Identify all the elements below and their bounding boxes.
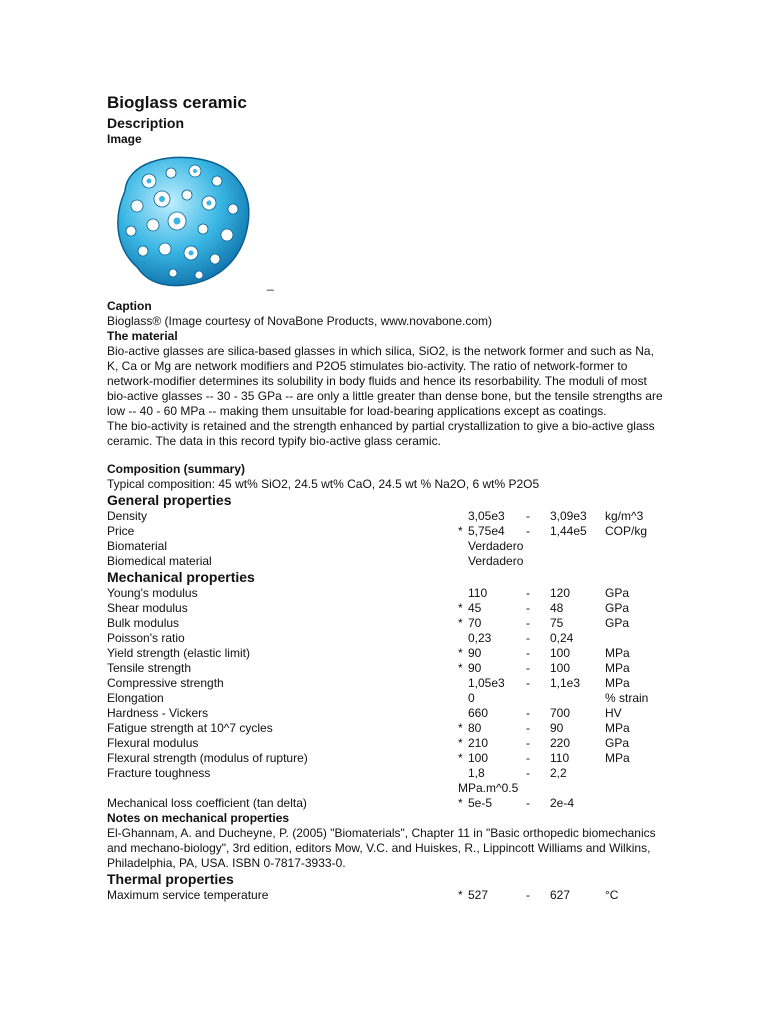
property-low: 527	[468, 888, 489, 902]
material-text-2: The bio-activity is retained and the strength enhanced by partial crystallization to give a bio-active glass ceramic. The data in this record typify bio-active glass ceramic.	[107, 419, 655, 448]
range-dash: -	[526, 616, 530, 630]
estimate-marker: *	[458, 524, 463, 538]
property-row	[107, 539, 667, 554]
property-row	[107, 796, 667, 811]
range-dash: -	[526, 601, 530, 615]
property-name: Price	[107, 524, 135, 538]
property-low: 80	[468, 721, 482, 735]
property-low: 45	[468, 601, 482, 615]
range-dash: -	[526, 706, 530, 720]
range-dash: -	[526, 736, 530, 750]
property-name: Tensile strength	[107, 661, 192, 675]
material-heading: The material	[107, 329, 178, 343]
property-low: 0,23	[468, 631, 492, 645]
property-low: 0	[468, 691, 475, 705]
caption-heading: Caption	[107, 299, 152, 313]
estimate-marker: *	[458, 646, 463, 660]
property-low: 5e-5	[468, 796, 493, 810]
property-high: 90	[550, 721, 564, 735]
property-low: 3,05e3	[468, 509, 505, 523]
range-dash: -	[526, 888, 530, 902]
estimate-marker: *	[458, 888, 463, 902]
description-heading: Description	[107, 115, 185, 131]
property-low: 660	[468, 706, 489, 720]
composition-text: Typical composition: 45 wt% SiO2, 24.5 wt% CaO, 24.5 wt % Na2O, 6 wt% P2O5	[107, 477, 540, 491]
property-unit: GPa	[605, 601, 630, 615]
property-name: Poisson's ratio	[107, 631, 185, 645]
document-page	[107, 92, 667, 903]
property-name: Bulk modulus	[107, 616, 180, 630]
property-unit: MPa	[605, 751, 630, 765]
property-unit: GPa	[605, 736, 630, 750]
property-unit: kg/m^3	[605, 509, 644, 523]
image-label: Image	[107, 132, 142, 146]
property-name: Yield strength (elastic limit)	[107, 646, 250, 660]
property-row	[107, 601, 667, 616]
thermal-properties-table	[107, 888, 667, 903]
property-high: 1,44e5	[550, 524, 587, 538]
mechanical-properties-table	[107, 586, 667, 781]
bioglass-image-graphic	[107, 151, 257, 291]
range-dash: -	[526, 631, 530, 645]
property-row	[107, 616, 667, 631]
property-row	[107, 706, 667, 721]
range-dash: -	[526, 646, 530, 660]
range-dash: -	[526, 509, 530, 523]
property-row	[107, 509, 667, 524]
property-high: 75	[550, 616, 564, 630]
property-row	[107, 524, 667, 539]
property-unit: COP/kg	[605, 524, 648, 538]
caption-text: Bioglass® (Image courtesy of NovaBone Products, www.novabone.com)	[107, 314, 493, 328]
property-high: 2,2	[550, 766, 567, 780]
property-unit: % strain	[605, 691, 649, 705]
property-low: 5,75e4	[468, 524, 505, 538]
property-unit: MPa	[605, 721, 630, 735]
property-row	[107, 631, 667, 646]
range-dash: -	[526, 676, 530, 690]
property-high: 48	[550, 601, 564, 615]
property-low: 1,05e3	[468, 676, 505, 690]
general-properties-table	[107, 509, 667, 569]
range-dash: -	[526, 661, 530, 675]
estimate-marker: *	[458, 721, 463, 735]
property-name: Compressive strength	[107, 676, 224, 690]
property-low: Verdadero	[468, 554, 524, 568]
spacer	[107, 449, 667, 462]
property-name: Hardness - Vickers	[107, 706, 209, 720]
bioglass-image	[107, 151, 274, 291]
estimate-marker: *	[458, 736, 463, 750]
property-unit: MPa	[605, 661, 630, 675]
estimate-marker: *	[458, 796, 463, 810]
property-row	[107, 766, 667, 781]
property-high: 100	[550, 646, 571, 660]
property-row	[107, 646, 667, 661]
property-high: 0,24	[550, 631, 574, 645]
property-high: 1,1e3	[550, 676, 581, 690]
range-dash: -	[526, 751, 530, 765]
range-dash: -	[526, 796, 530, 810]
property-high: 220	[550, 736, 571, 750]
caption-dash: _	[267, 277, 274, 291]
range-dash: -	[526, 721, 530, 735]
property-unit: HV	[605, 706, 622, 720]
material-text-1: Bio-active glasses are silica-based glasses in which silica, SiO2, is the network former and such as Na, K, Ca or Mg are network modifiers and P2O5 stimulates bio-activity. The ratio of network-former to network-modifier determines its solubility in body fluids and hence its resorbability. The moduli of most bio-active glasses -- 30 - 35 GPa -- are only a little greater than dense bone, but the tensile strengths are low -- 40 - 60 MPa -- making them unsuitable for load-bearing applications except as coatings.	[107, 344, 663, 418]
property-name: Density	[107, 509, 148, 523]
property-name: Flexural strength (modulus of rupture)	[107, 751, 308, 765]
property-row	[107, 721, 667, 736]
property-high: 3,09e3	[550, 509, 587, 523]
property-row	[107, 736, 667, 751]
property-unit: °C	[605, 888, 619, 902]
property-low: 1,8	[468, 766, 485, 780]
property-low: Verdadero	[468, 539, 524, 553]
property-low: 90	[468, 661, 482, 675]
property-name: Flexural modulus	[107, 736, 199, 750]
notes-text: El-Ghannam, A. and Ducheyne, P. (2005) "Biomaterials", Chapter 11 in "Basic orthopedic biomechanics and mechano-biology", 3rd edition, editors Mow, V.C. and Huiskes, R., Lippincott Williams and Wilkins, Philadelphia, PA, USA. ISBN 0-7817-3933-0.	[107, 826, 656, 870]
estimate-marker: *	[458, 616, 463, 630]
property-high: 700	[550, 706, 571, 720]
estimate-marker: *	[458, 751, 463, 765]
notes-heading: Notes on mechanical properties	[107, 811, 290, 825]
property-low: 90	[468, 646, 482, 660]
property-low: 70	[468, 616, 482, 630]
property-unit: GPa	[605, 616, 630, 630]
property-high: 627	[550, 888, 571, 902]
fracture-toughness-unit-row	[107, 781, 667, 796]
property-row	[107, 661, 667, 676]
property-name: Elongation	[107, 691, 164, 705]
estimate-marker: *	[458, 601, 463, 615]
property-high: 110	[550, 751, 570, 765]
property-low: 110	[468, 586, 488, 600]
property-row	[107, 586, 667, 601]
property-name: Mechanical loss coefficient (tan delta)	[107, 796, 307, 810]
property-name: Young's modulus	[107, 586, 198, 600]
page-title: Bioglass ceramic	[107, 93, 247, 112]
composition-heading: Composition (summary)	[107, 462, 246, 476]
thermal-properties-heading: Thermal properties	[107, 871, 234, 887]
general-properties-heading: General properties	[107, 492, 232, 508]
property-name: Fatigue strength at 10^7 cycles	[107, 721, 273, 735]
fracture-toughness-unit: MPa.m^0.5	[458, 781, 519, 795]
property-unit: MPa	[605, 646, 630, 660]
property-name: Maximum service temperature	[107, 888, 269, 902]
range-dash: -	[526, 766, 530, 780]
property-low: 210	[468, 736, 489, 750]
property-row	[107, 691, 667, 706]
range-dash: -	[526, 586, 530, 600]
property-name: Biomaterial	[107, 539, 168, 553]
property-high: 120	[550, 586, 571, 600]
property-unit: MPa	[605, 676, 630, 690]
property-row	[107, 676, 667, 691]
mechanical-properties-heading: Mechanical properties	[107, 569, 255, 585]
property-name: Fracture toughness	[107, 766, 211, 780]
property-row	[107, 888, 667, 903]
property-name: Shear modulus	[107, 601, 188, 615]
property-name: Biomedical material	[107, 554, 212, 568]
property-unit: GPa	[605, 586, 630, 600]
range-dash: -	[526, 524, 530, 538]
property-row	[107, 751, 667, 766]
property-high: 100	[550, 661, 571, 675]
property-high: 2e-4	[550, 796, 575, 810]
property-row	[107, 554, 667, 569]
estimate-marker: *	[458, 661, 463, 675]
property-low: 100	[468, 751, 489, 765]
